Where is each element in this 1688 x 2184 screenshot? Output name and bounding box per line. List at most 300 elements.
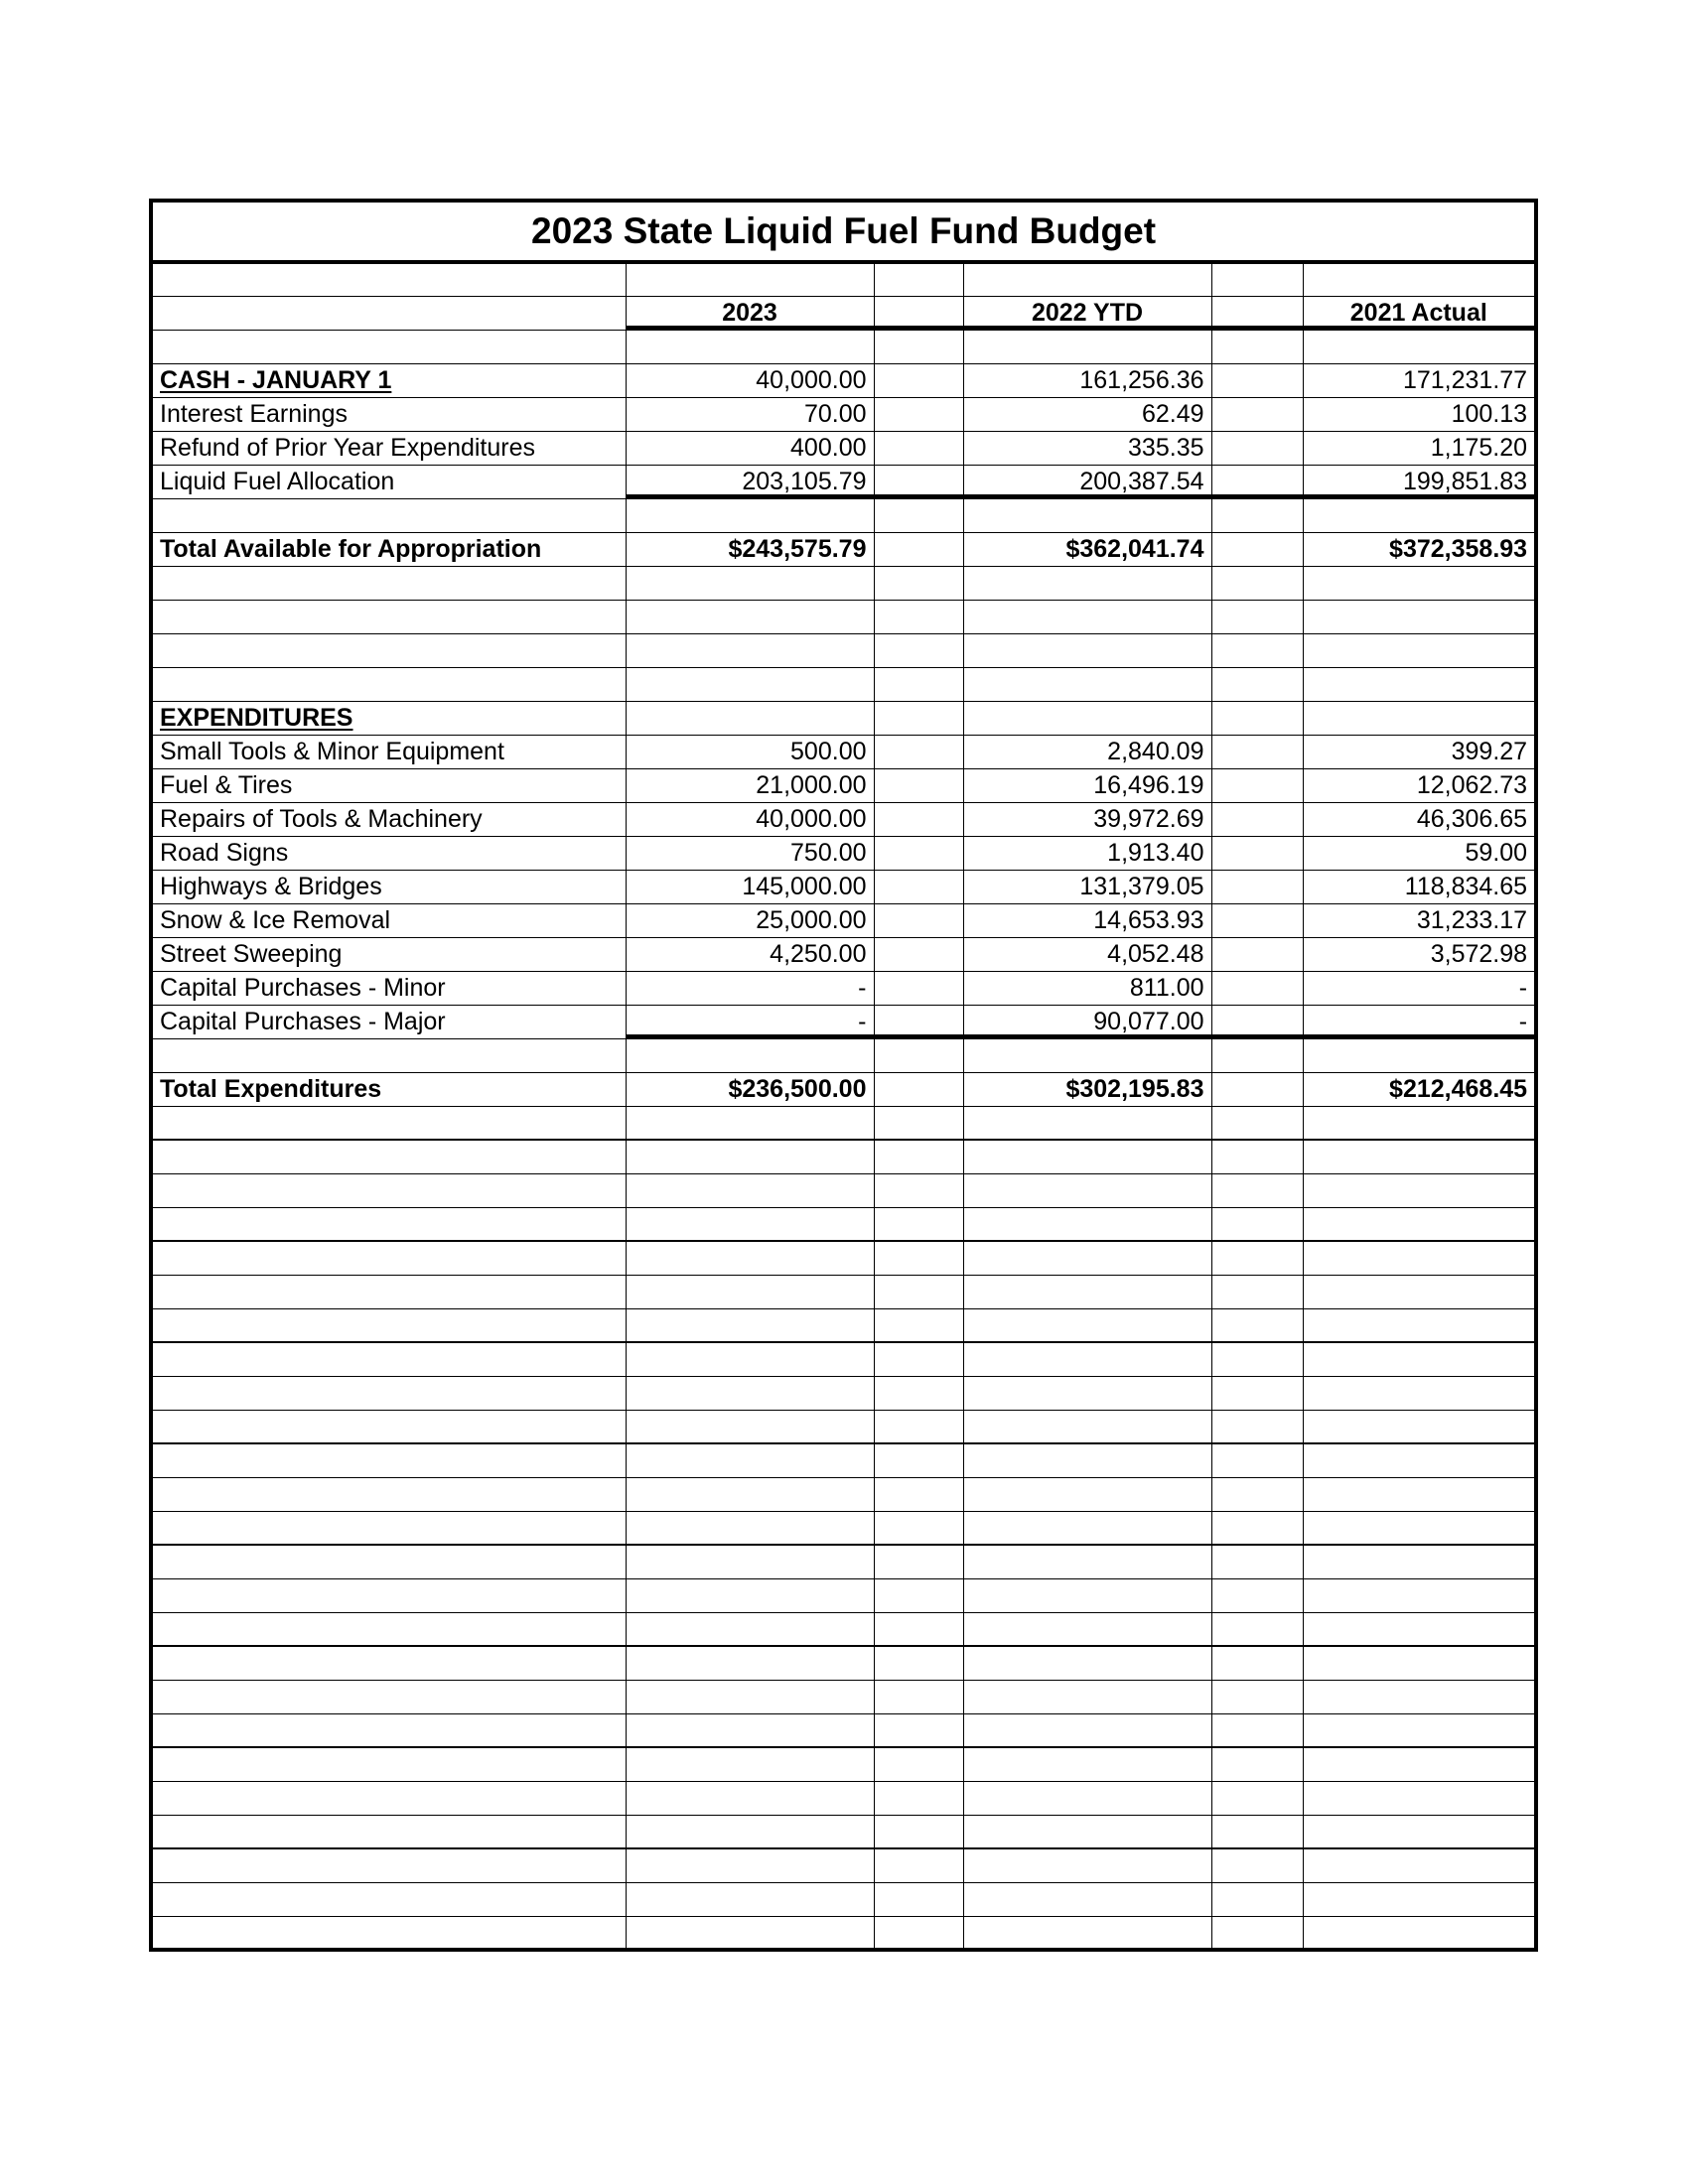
cell-2023: 4,250.00	[626, 937, 874, 971]
empty-cell	[963, 1275, 1211, 1308]
empty-cell	[1211, 566, 1303, 600]
empty-cell	[151, 1612, 626, 1646]
empty-cell	[626, 1275, 874, 1308]
cell-2022: 14,653.93	[963, 903, 1211, 937]
empty-cell	[151, 1410, 626, 1443]
empty-cell	[963, 1781, 1211, 1815]
cell-gap-2	[1211, 701, 1303, 735]
row-highways-bridges	[151, 870, 1536, 903]
empty-cell	[1211, 1848, 1303, 1882]
empty-cell	[963, 1477, 1211, 1511]
empty-cell	[963, 1511, 1211, 1545]
empty-cell	[626, 1140, 874, 1173]
row-label: Fuel & Tires	[151, 768, 626, 802]
empty-cell	[1211, 1376, 1303, 1410]
empty-cell	[151, 1106, 626, 1140]
empty-cell	[1211, 1275, 1303, 1308]
empty-cell	[1211, 1241, 1303, 1275]
cell-gap-2	[1211, 1072, 1303, 1106]
empty-cell	[963, 1815, 1211, 1848]
empty-cell	[1211, 1815, 1303, 1848]
cell-2021: 399.27	[1303, 735, 1536, 768]
empty-cell	[1303, 1410, 1536, 1443]
empty-cell	[1303, 1342, 1536, 1376]
empty-cell	[151, 1511, 626, 1545]
column-header-row	[151, 296, 1536, 330]
cell-2023: 500.00	[626, 735, 874, 768]
cell-2021: 3,572.98	[1303, 937, 1536, 971]
empty-cell	[963, 1173, 1211, 1207]
empty-cell	[874, 1511, 963, 1545]
empty-cell	[1303, 330, 1536, 363]
row-liquid-fuel-allocation	[151, 465, 1536, 498]
row-small-tools-minor-equipment	[151, 735, 1536, 768]
empty-cell	[1211, 1612, 1303, 1646]
empty-cell	[963, 1410, 1211, 1443]
empty-cell	[963, 1443, 1211, 1477]
cell-2021: -	[1303, 971, 1536, 1005]
empty-cell	[874, 633, 963, 667]
cell-2023: 400.00	[626, 431, 874, 465]
empty-cell	[1303, 1275, 1536, 1308]
empty-cell	[626, 600, 874, 633]
empty-cell	[1303, 600, 1536, 633]
empty-cell	[151, 667, 626, 701]
empty-cell	[151, 1173, 626, 1207]
cell-gap-1	[874, 971, 963, 1005]
cell-gap-2	[1211, 768, 1303, 802]
empty-row	[151, 1713, 1536, 1747]
cell-gap-2	[1211, 363, 1303, 397]
empty-cell	[963, 667, 1211, 701]
empty-cell	[1211, 1747, 1303, 1781]
empty-cell	[151, 1342, 626, 1376]
empty-cell	[1303, 1713, 1536, 1747]
empty-cell	[874, 1545, 963, 1578]
cell-gap-2	[1211, 431, 1303, 465]
empty-cell	[151, 1443, 626, 1477]
empty-cell	[626, 1106, 874, 1140]
cell-2021: $212,468.45	[1303, 1072, 1536, 1106]
empty-cell	[626, 498, 874, 532]
empty-cell	[626, 1173, 874, 1207]
empty-cell	[874, 1848, 963, 1882]
empty-row	[151, 1578, 1536, 1612]
empty-cell	[1303, 1612, 1536, 1646]
empty-cell	[626, 1511, 874, 1545]
empty-cell	[1303, 1545, 1536, 1578]
empty-cell	[151, 1646, 626, 1680]
cell-2021: $372,358.93	[1303, 532, 1536, 566]
row-label: Capital Purchases - Major	[151, 1005, 626, 1038]
cell-2023: $243,575.79	[626, 532, 874, 566]
cell-2022: 2,840.09	[963, 735, 1211, 768]
cell-2022	[963, 701, 1211, 735]
empty-cell	[963, 1376, 1211, 1410]
cell-2022: $302,195.83	[963, 1072, 1211, 1106]
empty-cell	[1303, 1038, 1536, 1072]
empty-cell	[151, 1713, 626, 1747]
empty-row	[151, 1308, 1536, 1342]
header-gap-1	[874, 296, 963, 330]
empty-cell	[874, 1578, 963, 1612]
cell-gap-1	[874, 1072, 963, 1106]
empty-row	[151, 1241, 1536, 1275]
spacer-row	[151, 262, 1536, 296]
column-header-2023: 2023	[626, 296, 874, 330]
empty-cell	[874, 1916, 963, 1950]
empty-cell	[1211, 1342, 1303, 1376]
row-refund-prior-year-expenditures	[151, 431, 1536, 465]
cell-2023: -	[626, 1005, 874, 1038]
empty-cell	[1303, 1140, 1536, 1173]
empty-cell	[626, 1241, 874, 1275]
empty-cell	[963, 1140, 1211, 1173]
empty-row	[151, 1781, 1536, 1815]
empty-cell	[874, 1207, 963, 1241]
empty-cell	[1211, 498, 1303, 532]
empty-cell	[874, 1376, 963, 1410]
empty-cell	[874, 1680, 963, 1713]
empty-cell	[1303, 1848, 1536, 1882]
column-header-2022-ytd: 2022 YTD	[963, 296, 1211, 330]
empty-cell	[626, 1612, 874, 1646]
empty-cell	[963, 1612, 1211, 1646]
empty-cell	[874, 1106, 963, 1140]
empty-cell	[626, 1443, 874, 1477]
empty-row	[151, 1207, 1536, 1241]
empty-cell	[151, 1376, 626, 1410]
empty-cell	[963, 1106, 1211, 1140]
empty-cell	[151, 330, 626, 363]
empty-cell	[963, 1241, 1211, 1275]
empty-cell	[626, 1815, 874, 1848]
empty-cell	[626, 330, 874, 363]
row-label: Road Signs	[151, 836, 626, 870]
empty-cell	[626, 1545, 874, 1578]
empty-cell	[151, 1747, 626, 1781]
empty-cell	[1303, 1511, 1536, 1545]
empty-row	[151, 1376, 1536, 1410]
empty-cell	[874, 1747, 963, 1781]
cell-gap-2	[1211, 903, 1303, 937]
empty-cell	[1303, 1308, 1536, 1342]
empty-cell	[874, 600, 963, 633]
empty-cell	[1211, 1443, 1303, 1477]
cell-gap-1	[874, 802, 963, 836]
row-label: Total Available for Appropriation	[151, 532, 626, 566]
row-total-available-for-appropriation	[151, 532, 1536, 566]
empty-cell	[1303, 566, 1536, 600]
empty-cell	[874, 1410, 963, 1443]
cell-2023	[626, 701, 874, 735]
empty-cell	[626, 1038, 874, 1072]
empty-cell	[151, 1781, 626, 1815]
empty-cell	[626, 1578, 874, 1612]
empty-cell	[1211, 1477, 1303, 1511]
empty-cell	[963, 1545, 1211, 1578]
empty-cell	[626, 1781, 874, 1815]
cell-gap-1	[874, 431, 963, 465]
empty-row	[151, 1646, 1536, 1680]
cell-2022: 4,052.48	[963, 937, 1211, 971]
empty-cell	[151, 498, 626, 532]
cell-2023: 40,000.00	[626, 363, 874, 397]
empty-row	[151, 1477, 1536, 1511]
cell-2021: 1,175.20	[1303, 431, 1536, 465]
cell-2023: 40,000.00	[626, 802, 874, 836]
cell-gap-2	[1211, 937, 1303, 971]
row-label: Snow & Ice Removal	[151, 903, 626, 937]
cell-2021: 199,851.83	[1303, 465, 1536, 498]
empty-cell	[874, 1646, 963, 1680]
empty-cell	[963, 1680, 1211, 1713]
empty-cell	[874, 1173, 963, 1207]
cell-2023: 145,000.00	[626, 870, 874, 903]
empty-cell	[151, 1680, 626, 1713]
row-fuel-tires	[151, 768, 1536, 802]
empty-cell	[151, 566, 626, 600]
cell-2021: 46,306.65	[1303, 802, 1536, 836]
empty-cell	[1303, 1916, 1536, 1950]
empty-cell	[626, 1207, 874, 1241]
empty-cell	[874, 1308, 963, 1342]
empty-row	[151, 1342, 1536, 1376]
empty-cell	[1303, 1747, 1536, 1781]
cell-2022: 39,972.69	[963, 802, 1211, 836]
empty-cell	[626, 1882, 874, 1916]
empty-cell	[963, 1713, 1211, 1747]
empty-cell	[874, 1781, 963, 1815]
row-label: CASH - JANUARY 1	[151, 363, 626, 397]
spacer-row	[151, 566, 1536, 600]
cell-2023: $236,500.00	[626, 1072, 874, 1106]
empty-cell	[1303, 1882, 1536, 1916]
empty-cell	[151, 1848, 626, 1882]
cell-gap-1	[874, 1005, 963, 1038]
cell-2022: 62.49	[963, 397, 1211, 431]
empty-cell	[1303, 1106, 1536, 1140]
empty-cell	[963, 330, 1211, 363]
header-gap-2	[1211, 296, 1303, 330]
cell-2023: 70.00	[626, 397, 874, 431]
title-row	[151, 201, 1536, 262]
empty-cell	[963, 1308, 1211, 1342]
empty-cell	[151, 1477, 626, 1511]
empty-cell	[1211, 330, 1303, 363]
row-street-sweeping	[151, 937, 1536, 971]
row-label: Interest Earnings	[151, 397, 626, 431]
cell-2022: 811.00	[963, 971, 1211, 1005]
empty-cell	[1303, 262, 1536, 296]
cell-gap-2	[1211, 735, 1303, 768]
cell-gap-1	[874, 870, 963, 903]
empty-row	[151, 1680, 1536, 1713]
empty-cell	[151, 1207, 626, 1241]
empty-cell	[1211, 1882, 1303, 1916]
empty-cell	[874, 498, 963, 532]
empty-cell	[874, 566, 963, 600]
row-label: Street Sweeping	[151, 937, 626, 971]
row-label: Capital Purchases - Minor	[151, 971, 626, 1005]
empty-row	[151, 1612, 1536, 1646]
empty-cell	[1211, 1916, 1303, 1950]
empty-cell	[874, 1038, 963, 1072]
empty-cell	[874, 1342, 963, 1376]
empty-row	[151, 1747, 1536, 1781]
cell-2021: 100.13	[1303, 397, 1536, 431]
empty-cell	[1211, 1646, 1303, 1680]
cell-gap-2	[1211, 836, 1303, 870]
empty-cell	[1303, 1680, 1536, 1713]
empty-cell	[626, 1410, 874, 1443]
empty-cell	[151, 1308, 626, 1342]
empty-cell	[1211, 600, 1303, 633]
cell-2022: 16,496.19	[963, 768, 1211, 802]
empty-cell	[626, 1376, 874, 1410]
empty-cell	[626, 1713, 874, 1747]
cell-2021: -	[1303, 1005, 1536, 1038]
cell-gap-2	[1211, 532, 1303, 566]
empty-cell	[963, 498, 1211, 532]
spacer-row	[151, 600, 1536, 633]
row-label: Refund of Prior Year Expenditures	[151, 431, 626, 465]
empty-cell	[1303, 1815, 1536, 1848]
empty-cell	[963, 600, 1211, 633]
cell-2022: 1,913.40	[963, 836, 1211, 870]
empty-cell	[1211, 1410, 1303, 1443]
empty-cell	[1211, 1106, 1303, 1140]
spacer-row	[151, 1038, 1536, 1072]
cell-gap-1	[874, 836, 963, 870]
cell-2021: 118,834.65	[1303, 870, 1536, 903]
cell-2023: 25,000.00	[626, 903, 874, 937]
empty-cell	[1303, 498, 1536, 532]
empty-cell	[874, 1241, 963, 1275]
empty-row	[151, 1275, 1536, 1308]
cell-gap-1	[874, 735, 963, 768]
empty-cell	[151, 600, 626, 633]
empty-cell	[151, 1241, 626, 1275]
cell-gap-1	[874, 768, 963, 802]
empty-cell	[1211, 1545, 1303, 1578]
empty-cell	[1303, 1443, 1536, 1477]
cell-gap-2	[1211, 870, 1303, 903]
empty-cell	[626, 1646, 874, 1680]
cell-gap-1	[874, 903, 963, 937]
empty-cell	[1303, 1376, 1536, 1410]
empty-cell	[151, 1815, 626, 1848]
empty-cell	[151, 1140, 626, 1173]
empty-cell	[1303, 1241, 1536, 1275]
empty-cell	[626, 262, 874, 296]
empty-cell	[963, 1848, 1211, 1882]
cell-gap-2	[1211, 465, 1303, 498]
empty-cell	[1211, 262, 1303, 296]
cell-2023: 21,000.00	[626, 768, 874, 802]
empty-cell	[151, 1916, 626, 1950]
empty-cell	[1303, 667, 1536, 701]
empty-cell	[874, 262, 963, 296]
empty-cell	[151, 1545, 626, 1578]
empty-cell	[963, 262, 1211, 296]
empty-cell	[626, 1747, 874, 1781]
empty-cell	[626, 566, 874, 600]
empty-cell	[963, 1882, 1211, 1916]
empty-cell	[626, 1916, 874, 1950]
cell-gap-2	[1211, 397, 1303, 431]
section-heading-expenditures: EXPENDITURES	[151, 701, 626, 735]
cell-2021	[1303, 701, 1536, 735]
empty-cell	[874, 1713, 963, 1747]
row-expenditures-heading	[151, 701, 1536, 735]
cell-gap-1	[874, 532, 963, 566]
cell-gap-1	[874, 937, 963, 971]
cell-gap-2	[1211, 1005, 1303, 1038]
empty-cell	[151, 1275, 626, 1308]
page-title: 2023 State Liquid Fuel Fund Budget	[151, 201, 1536, 262]
cell-2022: 200,387.54	[963, 465, 1211, 498]
empty-row	[151, 1545, 1536, 1578]
empty-cell	[1211, 1140, 1303, 1173]
empty-row	[151, 1882, 1536, 1916]
empty-cell	[963, 1578, 1211, 1612]
empty-cell	[963, 1646, 1211, 1680]
empty-cell	[151, 262, 626, 296]
empty-cell	[1211, 1038, 1303, 1072]
empty-row	[151, 1410, 1536, 1443]
row-snow-ice-removal	[151, 903, 1536, 937]
empty-row	[151, 1173, 1536, 1207]
empty-cell	[1211, 1207, 1303, 1241]
empty-cell	[963, 1207, 1211, 1241]
empty-cell	[1211, 1578, 1303, 1612]
row-label: Liquid Fuel Allocation	[151, 465, 626, 498]
empty-cell	[626, 1477, 874, 1511]
cell-gap-1	[874, 465, 963, 498]
empty-cell	[626, 1308, 874, 1342]
cell-2022: 161,256.36	[963, 363, 1211, 397]
row-road-signs	[151, 836, 1536, 870]
empty-cell	[874, 1882, 963, 1916]
cell-gap-2	[1211, 802, 1303, 836]
cell-gap-1	[874, 397, 963, 431]
empty-cell	[874, 1815, 963, 1848]
cell-2021: 59.00	[1303, 836, 1536, 870]
empty-row	[151, 1848, 1536, 1882]
empty-cell	[874, 1612, 963, 1646]
empty-cell	[1303, 1781, 1536, 1815]
empty-cell	[1211, 1680, 1303, 1713]
empty-cell	[874, 1275, 963, 1308]
cell-gap-1	[874, 701, 963, 735]
budget-table	[149, 199, 1538, 1952]
empty-cell	[874, 1477, 963, 1511]
empty-cell	[1303, 1173, 1536, 1207]
empty-cell	[874, 1140, 963, 1173]
spacer-row	[151, 498, 1536, 532]
cell-2021: 171,231.77	[1303, 363, 1536, 397]
cell-2022: 90,077.00	[963, 1005, 1211, 1038]
row-label: Small Tools & Minor Equipment	[151, 735, 626, 768]
empty-cell	[626, 633, 874, 667]
header-label-blank	[151, 296, 626, 330]
row-interest-earnings	[151, 397, 1536, 431]
empty-row	[151, 1106, 1536, 1140]
empty-cell	[151, 1882, 626, 1916]
empty-cell	[963, 1038, 1211, 1072]
empty-cell	[1211, 1781, 1303, 1815]
